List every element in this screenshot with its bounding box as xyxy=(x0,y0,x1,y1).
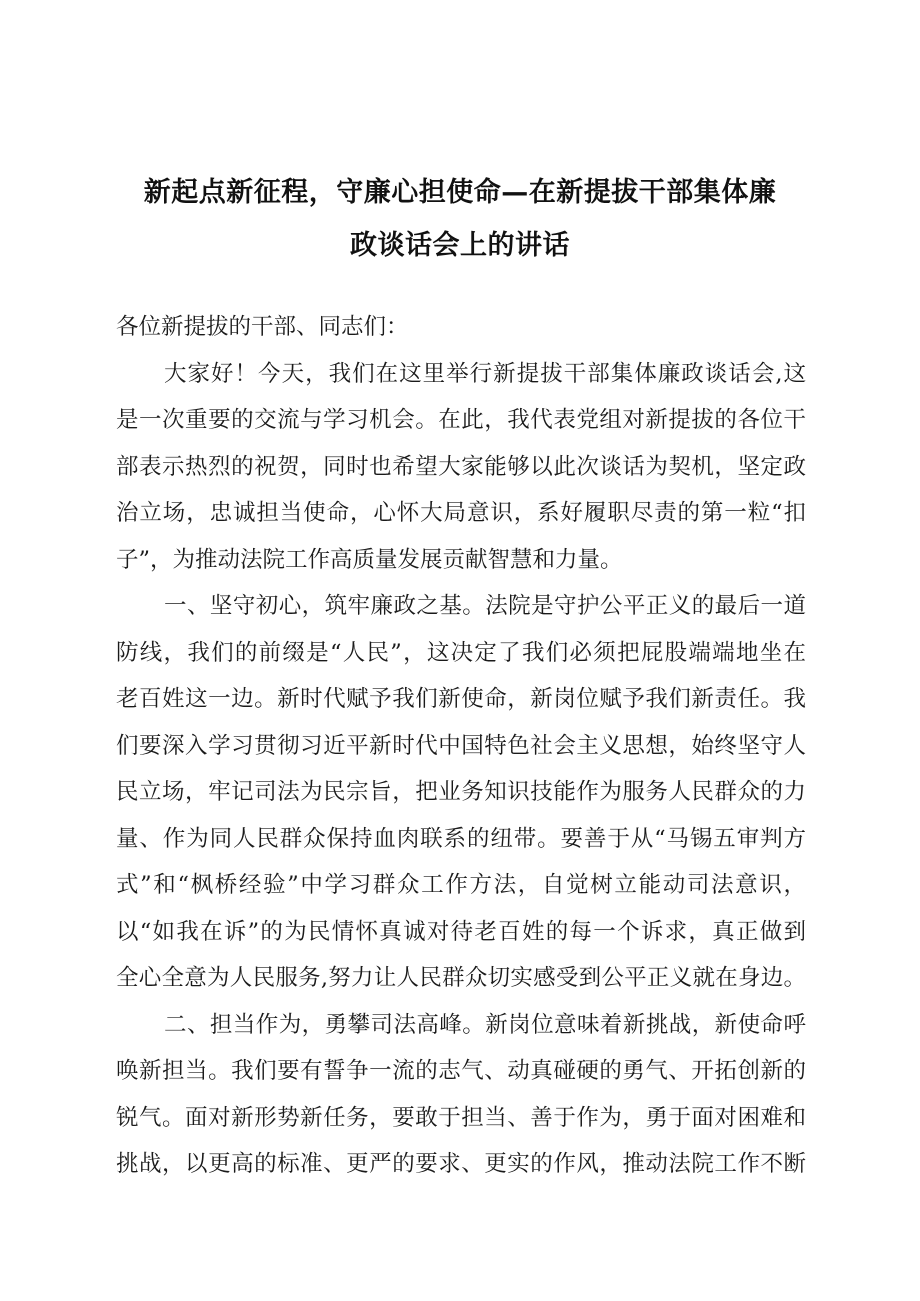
paragraph-line: 是一次重要的交流与学习机会。在此，我代表党组对新提拔的各位干 xyxy=(116,407,806,433)
paragraph-3 xyxy=(116,1002,806,1188)
paragraph-1 xyxy=(116,351,806,584)
paragraph-line: 们要深入学习贯彻习近平新时代中国特色社会主义思想，始终坚守人 xyxy=(116,732,806,759)
paragraph-line: 一、坚守初心，筑牢廉政之基。法院是守护公平正义的最后一道 xyxy=(164,593,806,619)
paragraph-line: 治立场，忠诚担当使命，心怀大局意识，系好履职尽责的第一粒“扣 xyxy=(116,500,806,526)
paragraph-line: 老百姓这一边。新时代赋予我们新使命，新岗位赋予我们新责任。我 xyxy=(116,686,806,712)
paragraph-line: 全心全意为人民服务,努力让人民群众切实感受到公平正义就在身边。 xyxy=(116,965,806,991)
title-line-1: 新起点新征程，守廉心担使命—在新提拔干部集体廉 xyxy=(143,177,777,208)
paragraph-line: 子”，为推动法院工作高质量发展贡献智慧和力量。 xyxy=(116,546,623,573)
paragraph-line: 民立场，牢记司法为民宗旨，把业务知识技能作为服务人民群众的力 xyxy=(116,779,806,805)
paragraph-2 xyxy=(116,583,806,1002)
paragraph-line: 防线，我们的前缀是“人民”，这决定了我们必须把屁股端端地坐在 xyxy=(116,639,806,666)
paragraph-line: 唤新担当。我们要有誓争一流的志气、动真碰硬的勇气、开拓创新的 xyxy=(116,1058,806,1084)
document-title xyxy=(110,166,810,272)
salutation: 各位新提拔的干部、同志们： xyxy=(116,314,409,340)
paragraph-line: 二、担当作为，勇攀司法高峰。新岗位意味着新挑战，新使命呼 xyxy=(164,1011,806,1038)
document-body xyxy=(116,304,806,1188)
paragraph-line: 部表示热烈的祝贺，同时也希望大家能够以此次谈话为契机，坚定政 xyxy=(116,453,806,480)
title-line-2: 政谈话会上的讲话 xyxy=(350,230,570,261)
paragraph-line: 挑战，以更高的标准、更严的要求、更实的作风，推动法院工作不断 xyxy=(116,1151,806,1177)
paragraph-line: 量、作为同人民群众保持血肉联系的纽带。要善于从“马锡五审判方 xyxy=(116,825,806,852)
paragraph-line: 大家好！今天，我们在这里举行新提拔干部集体廉政谈话会,这 xyxy=(164,360,806,387)
paragraph-line: 以“如我在诉”的为民情怀真诚对待老百姓的每一个诉求，真正做到 xyxy=(116,918,806,945)
paragraph-line: 式”和“枫桥经验”中学习群众工作方法，自觉树立能动司法意识， xyxy=(116,872,806,898)
paragraph-line: 锐气。面对新形势新任务，要敢于担当、善于作为，勇于面对困难和 xyxy=(116,1104,806,1131)
